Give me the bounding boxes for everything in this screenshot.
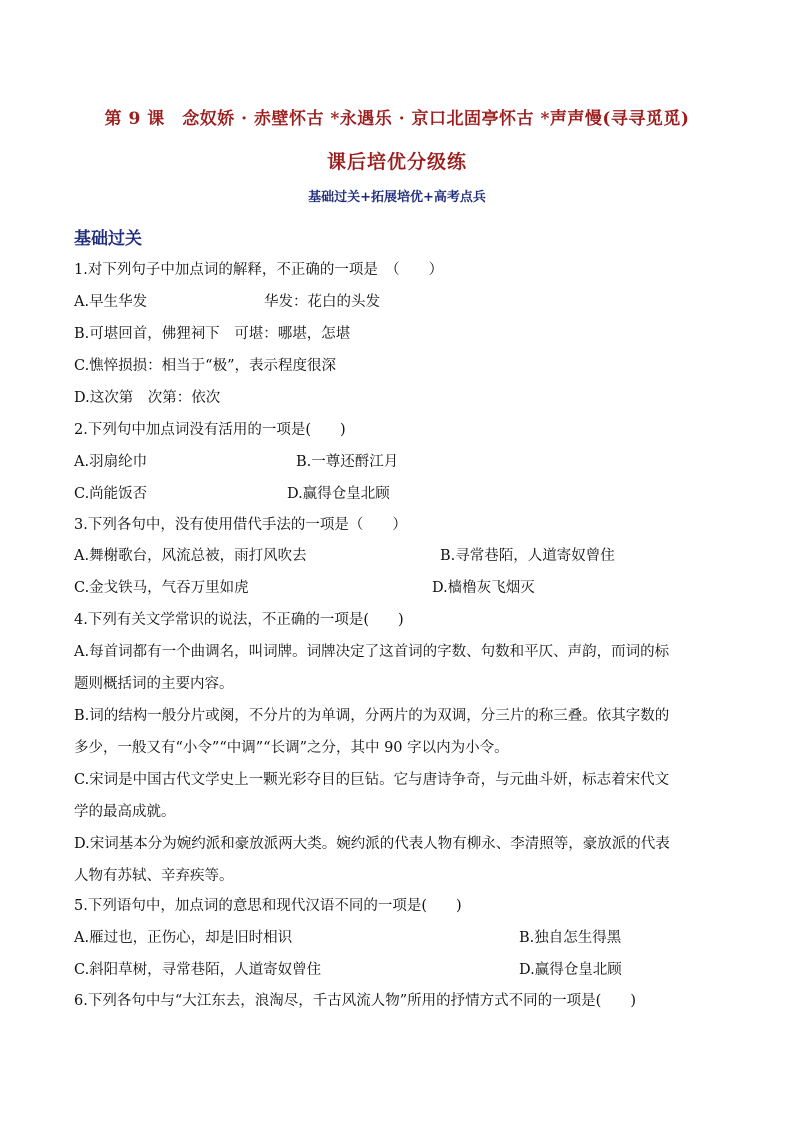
q1-stem: 1.对下列句子中加点词的解释，不正确的一项是 （ ） (74, 262, 444, 278)
q4-option-d-line2: 人物有苏轼、辛弃疾等。 (74, 868, 234, 884)
q3-option-b: B.寻常巷陌，人道寄奴曾住 (440, 548, 615, 564)
q3-option-c: C.金戈铁马，气吞万里如虎 (74, 580, 249, 596)
q1-option-d: D.这次第 次第：依次 (74, 390, 221, 406)
q2-option-b: B.一尊还酹江月 (296, 454, 399, 470)
q4-option-a-line2: 题则概括词的主要内容。 (74, 676, 234, 692)
q4-option-d-line1: D.宋词基本分为婉约派和豪放派两大类。婉约派的代表人物有柳永、李清照等，豪放派的代表 (74, 836, 670, 852)
q5-option-c: C.斜阳草树，寻常巷陌，人道寄奴曾住 (74, 962, 322, 978)
q1-option-a-explanation: 华发：花白的头发 (264, 294, 380, 310)
q2-option-d: D.赢得仓皇北顾 (287, 486, 390, 502)
q2-option-c: C.尚能饭否 (74, 486, 148, 502)
lesson-title: 第 9 课 念奴娇 · 赤壁怀古 *永遇乐 · 京口北固亭怀古 *声声慢(寻寻觅觅) (104, 109, 690, 129)
section-heading: 基础过关 (74, 229, 142, 249)
q1-option-b: B.可堪回首，佛狸祠下 可堪：哪堪，怎堪 (74, 326, 351, 342)
q5-option-b: B.独自怎生得黑 (519, 930, 622, 946)
q4-option-a-line1: A.每首词都有一个曲调名，叫词牌。词牌决定了这首词的字数、句数和平仄、声韵，而词的标 (74, 644, 670, 660)
q4-stem: 4.下列有关文学常识的说法，不正确的一项是( ) (74, 612, 404, 628)
q4-option-c-line1: C.宋词是中国古代文学史上一颗光彩夺目的巨钻。它与唐诗争奇，与元曲斗妍，标志着宋代文 (74, 772, 670, 788)
q1-option-a: A.早生华发 (74, 294, 148, 310)
q1-option-c: C.憔悴损损：相当于“极”，表示程度很深 (74, 358, 337, 374)
q4-option-b-line2: 多少，一般又有“小令”“中调”“长调”之分，其中 90 字以内为小令。 (74, 740, 509, 756)
q6-stem: 6.下列各句中与“大江东去，浪淘尽，千古风流人物”所用的抒情方式不同的一项是( ) (74, 993, 636, 1009)
worksheet-tagline: 基础过关+拓展培优+高考点兵 (308, 190, 486, 205)
q2-option-a: A.羽扇纶巾 (74, 454, 148, 470)
q3-option-d: D.樯橹灰飞烟灭 (432, 580, 535, 596)
worksheet-subtitle: 课后培优分级练 (326, 151, 467, 173)
q3-stem: 3.下列各句中，没有使用借代手法的一项是（ ） (74, 517, 407, 533)
q4-option-b-line1: B.词的结构一般分片或阕，不分片的为单调，分两片的为双调，分三片的称三叠。依其字数的 (74, 708, 670, 724)
q5-option-a: A.雁过也，正伤心，却是旧时相识 (74, 930, 293, 946)
q5-stem: 5.下列语句中，加点词的意思和现代汉语不同的一项是( ) (74, 898, 462, 914)
q3-option-a: A.舞榭歌台，风流总被，雨打风吹去 (74, 548, 307, 564)
q4-option-c-line2: 学的最高成就。 (74, 804, 176, 820)
q5-option-d: D.赢得仓皇北顾 (519, 962, 622, 978)
q2-stem: 2.下列句中加点词没有活用的一项是( ) (74, 422, 346, 438)
